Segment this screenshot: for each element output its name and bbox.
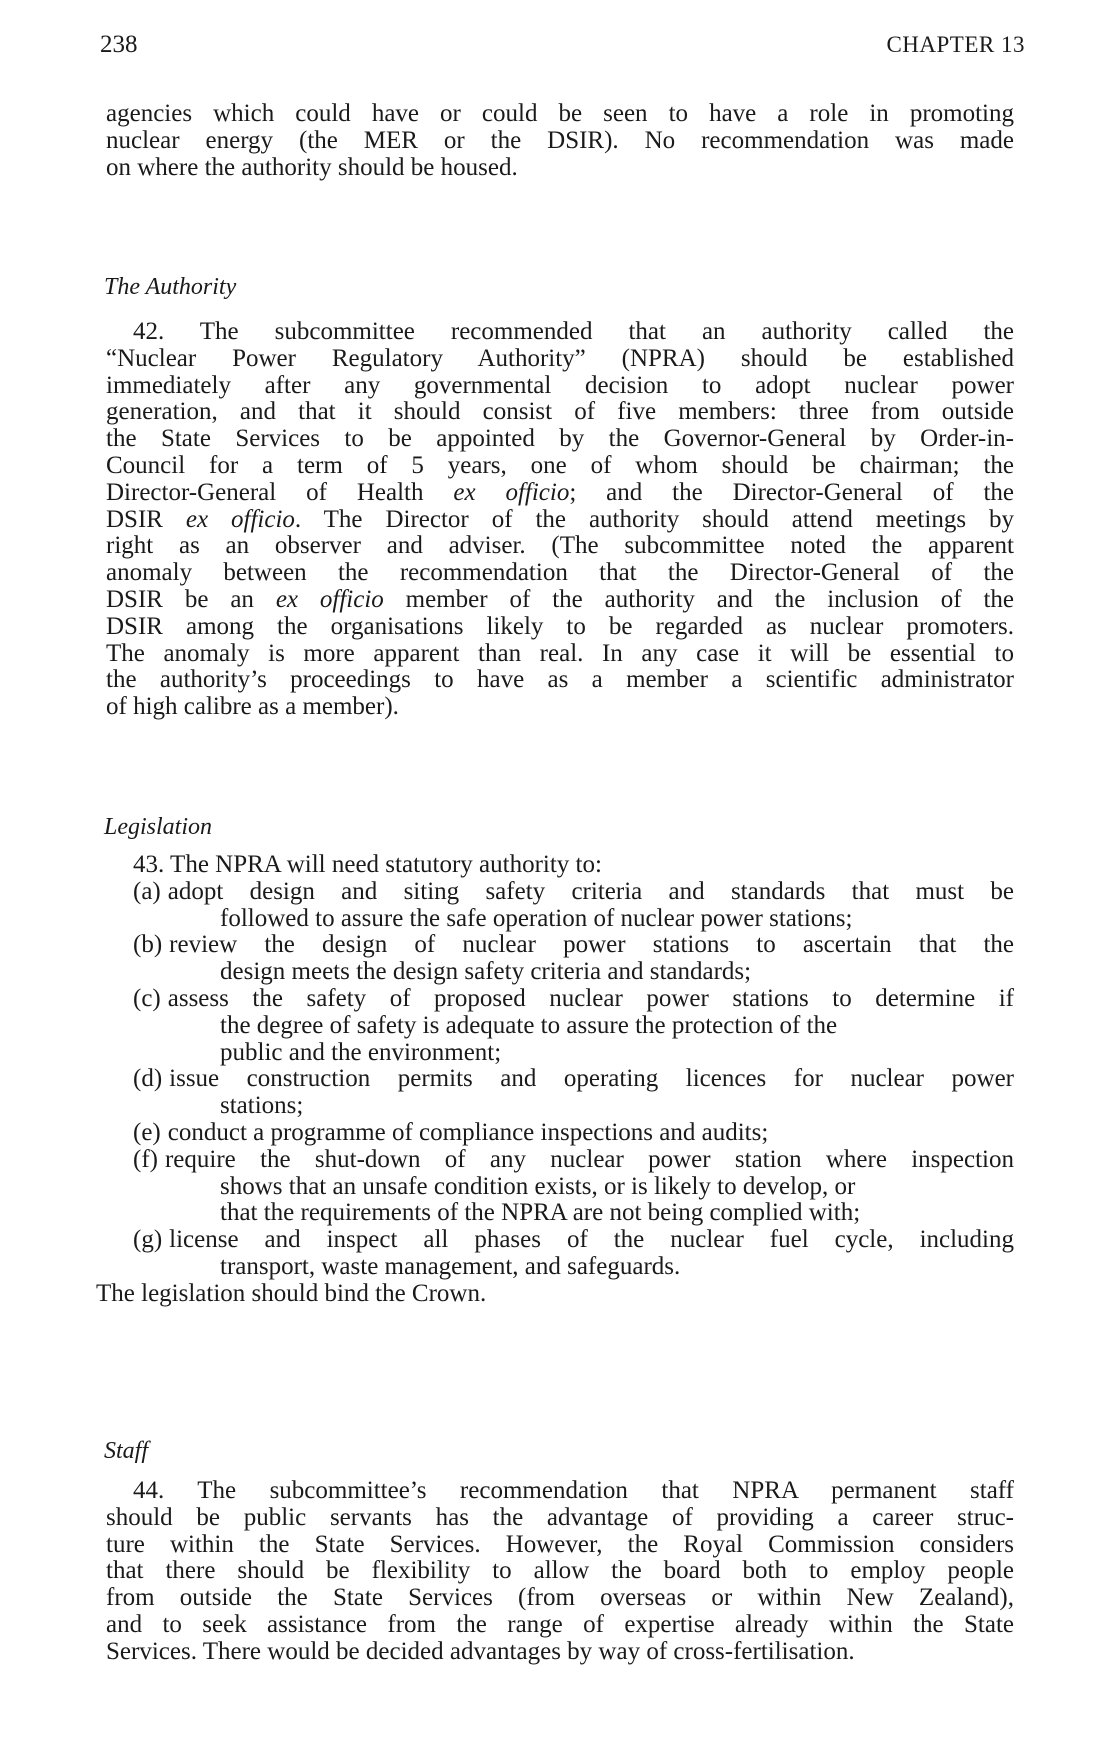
list-item — [106, 1120, 1014, 1147]
text-line: 42. The subcommittee recommended that an authority called the — [133, 318, 1014, 345]
list-item-label: (b) — [133, 931, 163, 959]
section-heading-legislation: Legislation — [104, 814, 213, 840]
text-line: agencies which could have or could be seen to have a role in promoting — [106, 100, 1014, 127]
text-line: Director-General of Health ex officio; and the Director-General of the — [106, 478, 1014, 506]
list-item-text: require the shut-down of any nuclear power station where inspection — [164, 1145, 1014, 1173]
paragraph-intro: 43. The NPRA will need statutory authority to: — [133, 851, 602, 878]
text-line: on where the authority should be housed. — [106, 153, 518, 181]
text-line: right as an observer and adviser. (The subcommittee noted the apparent — [106, 532, 1014, 560]
text-line: that there should be flexibility to allow the board both to employ people — [106, 1557, 1014, 1585]
text-line: DSIR among the organisations likely to be regarded as nuclear promoters. — [106, 612, 1014, 640]
text-line: 44. The subcommittee’s recommendation that NPRA permanent staff — [133, 1477, 1014, 1504]
italic-term: ex officio — [185, 505, 295, 533]
list-item-continuation: design meets the design safety criteria and standards; — [220, 958, 752, 986]
text-line: nuclear energy (the MER or the DSIR). No recommendation was made — [106, 126, 1014, 154]
running-header — [100, 28, 1025, 62]
text-line: DSIR ex officio. The Director of the authority should attend meetings by — [106, 505, 1014, 533]
paragraph-43 — [96, 851, 1014, 1308]
list-item-text: review the design of nuclear power stations to ascertain that the — [169, 931, 1014, 959]
list-item — [106, 1147, 1014, 1174]
list-item-continuation: that the requirements of the NPRA are not being complied with; — [220, 1199, 861, 1227]
list-item-label: (g) — [133, 1226, 163, 1254]
text-line: Services. There would be decided advantages by way of cross-fertilisation. — [106, 1637, 855, 1665]
text-line: of high calibre as a member). — [106, 693, 399, 721]
section-heading-authority: The Authority — [104, 274, 237, 300]
text-line: should be public servants has the advantage of providing a career struc- — [106, 1503, 1014, 1531]
page-number: 238 — [100, 31, 138, 58]
list-item — [106, 879, 1014, 906]
list-item-text: license and inspect all phases of the nuclear fuel cycle, including — [169, 1226, 1014, 1254]
italic-term: ex officio — [275, 585, 384, 613]
list-item-text: issue construction permits and operating licences for nuclear power — [169, 1065, 1014, 1093]
section-heading-staff: Staff — [104, 1438, 149, 1464]
list-item-label: (c) — [133, 984, 161, 1012]
text-line: the State Services to be appointed by the Governor-General by Order-in- — [106, 425, 1014, 453]
list-item-continuation: public and the environment; — [220, 1038, 502, 1066]
list-item — [106, 1066, 1014, 1093]
intro-paragraph — [106, 101, 1014, 181]
text-line: anomaly between the recommendation that the Director-General of the — [106, 559, 1014, 587]
list-item-label: (f) — [133, 1145, 158, 1173]
list-item-text: conduct a programme of compliance inspections and audits; — [167, 1118, 769, 1146]
list-item-label: (a) — [133, 877, 161, 905]
italic-term: ex officio — [453, 478, 570, 506]
list-item — [106, 932, 1014, 959]
text-line: DSIR be an ex officio member of the authority and the inclusion of the — [106, 585, 1015, 613]
closing-sentence: The legislation should bind the Crown. — [96, 1279, 487, 1307]
text-line: the authority’s proceedings to have as a member a scientific administrator — [106, 666, 1014, 694]
list-item-continuation: followed to assure the safe operation of nuclear power stations; — [220, 904, 853, 932]
list-item-continuation: transport, waste management, and safeguards. — [220, 1252, 681, 1280]
list-item-continuation: the degree of safety is adequate to assure the protection of the — [220, 1011, 838, 1039]
text-line: from outside the State Services (from overseas or within New Zealand), — [106, 1584, 1014, 1612]
list-item-text: assess the safety of proposed nuclear power stations to determine if — [167, 984, 1014, 1012]
list-item — [106, 1227, 1014, 1254]
chapter-label: CHAPTER 13 — [886, 32, 1025, 57]
paragraph-42 — [106, 319, 1014, 721]
list-item-text: adopt design and siting safety criteria and standards that must be — [167, 877, 1014, 905]
list-item-continuation: shows that an unsafe condition exists, or is likely to develop, or — [220, 1172, 856, 1200]
text-line: The anomaly is more apparent than real. In any case it will be essential to — [106, 639, 1014, 667]
text-line: “Nuclear Power Regulatory Authority” (NPRA) should be established — [106, 344, 1014, 372]
text-line: and to seek assistance from the range of expertise already within the State — [106, 1610, 1014, 1638]
text-line: generation, and that it should consist of five members: three from outside — [106, 398, 1014, 426]
text-line: Council for a term of 5 years, one of whom should be chairman; the — [106, 451, 1014, 479]
text-line: immediately after any governmental decision to adopt nuclear power — [106, 371, 1014, 399]
paragraph-44 — [106, 1478, 1014, 1666]
list-item-label: (d) — [133, 1065, 163, 1093]
list-item — [106, 986, 1014, 1013]
list-item-label: (e) — [133, 1118, 161, 1146]
list-item-continuation: stations; — [220, 1092, 304, 1120]
text-line: ture within the State Services. However, the Royal Commission considers — [106, 1530, 1014, 1558]
